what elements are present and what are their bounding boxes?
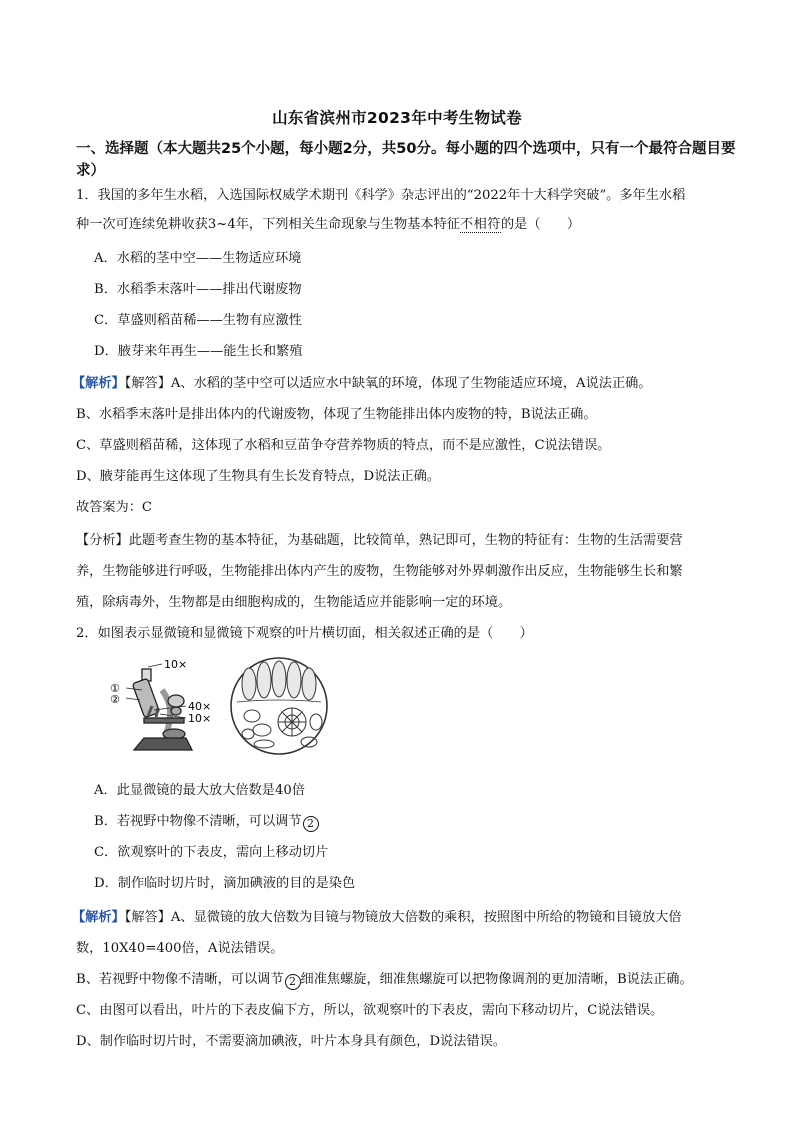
coarse-knob — [168, 695, 184, 707]
q1-fenxi-tag: 【分析】 — [76, 533, 129, 548]
q1-fenxi-line1 — [76, 531, 740, 551]
q1-analysis-d: D、腋芽能再生这体现了生物具有生长发育特点，D说法正确。 — [76, 469, 441, 484]
arm — [162, 690, 170, 734]
q2-stem: 2．如图表示显微镜和显微镜下观察的叶片横切面，相关叙述正确的是（ ） — [76, 626, 533, 641]
q1-jiexi-tag: 【解析】 — [72, 376, 125, 391]
objective-10-label: 10× — [188, 712, 212, 725]
q2-option-b — [94, 812, 319, 832]
page-title: 山东省滨州市2023年中考生物试卷 — [272, 109, 522, 127]
base — [134, 738, 192, 750]
q1-stem-pre: 种一次可连续免耕收获3~4年，下列相关生命现象与生物基本特征 — [76, 217, 460, 232]
q2-analysis-b-post: 细准焦螺旋，细准焦螺旋可以把物像调剂的更加清晰，B说法正确。 — [300, 972, 693, 987]
label-1: ① — [110, 682, 120, 695]
q1-analysis-c: C、草盛则稻苗稀，这体现了水稻和豆苗争夺营养物质的特点，而不是应激性，C说法错误。 — [76, 438, 611, 453]
circled-2-mark-analysis: 2 — [285, 974, 301, 990]
q1-analysis-a-text: A、水稻的茎中空可以适应水中缺氧的环境，体现了生物能适应环境，A说法正确。 — [170, 376, 652, 391]
leaf-section-view — [231, 658, 327, 754]
q2-analysis-c: C、由图可以看出，叶片的下表皮偏下方，所以，欲观察叶的下表皮，需向下移动切片，C说法错误。 — [76, 1003, 664, 1018]
q2-jieda-tag: 【解答】 — [124, 910, 171, 925]
q2-option-d: D．制作临时切片时，滴加碘液的目的是染色 — [94, 876, 356, 891]
q2-option-b-text: B．若视野中物像不清晰，可以调节 — [94, 814, 302, 829]
leader-eyepiece — [148, 664, 162, 667]
q2-analysis-d: D、制作临时切片时，不需要滴加碘液，叶片本身具有颜色，D说法错误。 — [76, 1034, 506, 1049]
q2-jiexi-tag: 【解析】 — [72, 910, 125, 925]
q2-analysis-a1 — [72, 908, 736, 928]
circled-2-mark: 2 — [303, 816, 319, 832]
q1-stem-emphasis: 不相符 — [459, 217, 501, 232]
q1-option-c: C．草盛则稻苗稀——生物有应激性 — [94, 313, 302, 328]
q1-stem-line1: 1．我国的多年生水稻，入选国际权威学术期刊《科学》杂志评出的“2022年十大科学突破”。多年生水稻 — [76, 188, 686, 203]
q1-jieda-tag: 【解答】 — [124, 376, 171, 391]
q1-stem-post: 的是（ ） — [500, 217, 581, 232]
objective-40-label: 40× — [188, 700, 212, 713]
q1-analysis-a — [72, 374, 736, 394]
q2-option-a: A．此显微镜的最大放大倍数是40倍 — [94, 783, 305, 798]
q1-analysis-b: B、水稻季末落叶是排出体内的代谢废物，体现了生物能排出体内废物的特，B说法正确。 — [76, 407, 597, 422]
eyepiece-label: 10× — [164, 658, 188, 671]
q2-analysis-a1-text: A、显微镜的放大倍数为目镜与物镜放大倍数的乘积，按照图中所给的物镜和目镜放大倍 — [170, 910, 682, 925]
q2-analysis-b — [76, 970, 740, 990]
q2-option-c: C．欲观察叶的下表皮，需向上移动切片 — [94, 845, 329, 860]
q1-option-d: D．腋芽来年再生——能生长和繁殖 — [94, 344, 303, 359]
fine-knob — [171, 707, 181, 715]
tube — [132, 678, 159, 717]
q2-analysis-a2: 数，10X40=400倍，A说法错误。 — [76, 941, 284, 956]
stage — [144, 718, 184, 723]
q1-fenxi-line2: 养，生物能够进行呼吸，生物能排出体内产生的废物，生物能够对外界刺激作出反应，生物能够生长和繁 — [76, 564, 683, 579]
q2-analysis-b-pre: B、若视野中物像不清晰，可以调节 — [76, 972, 284, 987]
q1-fenxi-line3: 殖，除病毒外，生物都是由细胞构成的，生物能适应并能影响一定的环境。 — [76, 595, 512, 610]
q2-figure — [104, 654, 354, 764]
q1-option-a: A．水稻的茎中空——生物适应环境 — [94, 251, 302, 266]
q1-option-b: B．水稻季末落叶——排出代谢废物 — [94, 282, 302, 297]
q1-stem-line2 — [76, 215, 740, 235]
q1-fenxi-text1: 此题考查生物的基本特征，为基础题，比较简单，熟记即可，生物的特征有：生物的生活需要营 — [128, 533, 683, 548]
microscope-figure — [104, 654, 354, 764]
microscope-illustration — [126, 664, 192, 750]
label-2: ② — [110, 693, 120, 706]
q1-answer: 故答案为：C — [76, 500, 153, 515]
section-heading: 一、选择题（本大题共25个小题，每小题2分，共50分。每小题的四个选项中，只有一个最符合题目要求） — [76, 141, 736, 179]
